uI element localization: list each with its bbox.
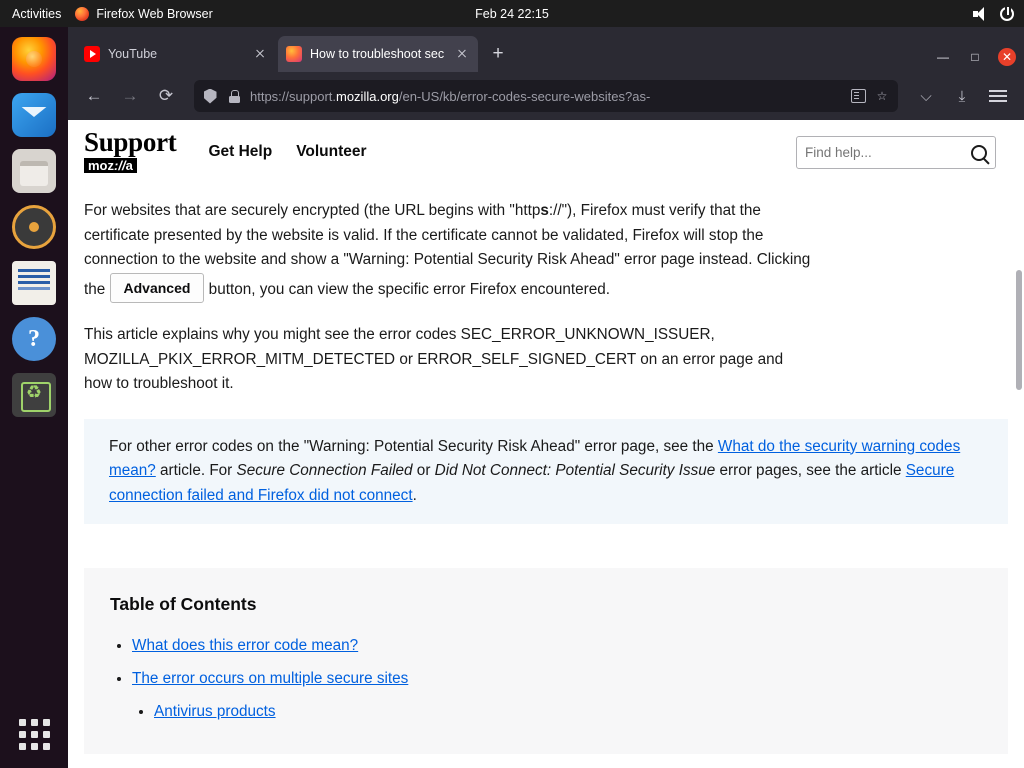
logo-mozilla-wordmark: moz://a <box>84 158 137 173</box>
reader-view-icon[interactable] <box>850 88 866 104</box>
advanced-button-ref: Advanced <box>110 273 205 304</box>
forward-button[interactable]: → <box>121 86 139 105</box>
tab-title: How to troubleshoot sec <box>310 47 445 61</box>
search-icon[interactable] <box>971 145 987 161</box>
callout-box <box>84 419 1008 525</box>
callout-text-3: or <box>412 462 435 479</box>
clock[interactable]: Feb 24 22:15 <box>475 6 549 21</box>
url-prefix: https://support. <box>250 88 336 104</box>
sumo-logo[interactable] <box>84 129 176 175</box>
callout-text-5: . <box>412 486 417 504</box>
navigation-toolbar <box>68 72 1024 120</box>
shield-icon[interactable] <box>202 88 218 104</box>
https-s: s <box>540 202 549 219</box>
intro-text-2: ://"), Firefox must verify that the certificate presented by the website is valid. If the certificate cannot be validated, Firefox will stop the connection to the website and show a "Warning: Potential Security Risk Ahead" error page instead. Clicking the <box>84 202 811 298</box>
back-button[interactable]: ← <box>85 86 103 105</box>
grid-dot <box>31 731 38 738</box>
dock-item-thunderbird[interactable] <box>12 93 56 137</box>
pocket-icon[interactable]: ⌵ <box>920 87 932 105</box>
new-tab-button[interactable]: + <box>492 43 504 64</box>
dock-item-files[interactable] <box>12 149 56 193</box>
link-secure-connection-failed[interactable]: Secure connection failed and Firefox did not connect <box>109 462 955 504</box>
grid-dot <box>43 719 50 726</box>
gnome-top-bar <box>0 0 1024 27</box>
firefox-icon <box>286 46 302 62</box>
downloads-icon[interactable]: ⤓ <box>958 87 966 105</box>
grid-dot <box>43 731 50 738</box>
grid-dot <box>43 743 50 750</box>
toc-link-what-does-this-error-code-mean[interactable]: What does this error code mean? <box>132 637 359 654</box>
minimize-button[interactable]: — <box>937 50 949 64</box>
site-nav <box>208 143 366 161</box>
intro-text-1: For websites that are securely encrypted (the URL begins with "http <box>84 202 541 219</box>
show-applications-button[interactable] <box>19 719 50 750</box>
toc-link-error-occurs-multiple-sites[interactable]: The error occurs on multiple secure sites <box>132 670 409 687</box>
lock-icon[interactable] <box>226 88 242 104</box>
search-box[interactable] <box>796 136 996 169</box>
youtube-icon <box>84 46 100 62</box>
dock-item-writer[interactable] <box>12 261 56 305</box>
tab-youtube[interactable] <box>76 36 276 72</box>
grid-dot <box>19 719 26 726</box>
grid-dot <box>31 743 38 750</box>
grid-dot <box>19 743 26 750</box>
dock-item-help[interactable]: ? <box>12 317 56 361</box>
table-of-contents <box>84 568 1008 754</box>
dock-item-firefox[interactable] <box>12 37 56 81</box>
menu-icon[interactable] <box>982 80 1014 112</box>
grid-dot <box>31 719 38 726</box>
nav-item-get-help[interactable]: Get Help <box>208 143 273 160</box>
reload-button[interactable]: ⟳ <box>158 86 174 105</box>
maximize-button[interactable]: □ <box>971 50 979 64</box>
grid-dot <box>19 731 26 738</box>
active-app-label: Firefox Web Browser <box>96 6 213 21</box>
dock <box>0 27 68 768</box>
explanation-paragraph: This article explains why you might see the error codes SEC_ERROR_UNKNOWN_ISSUER, MOZILLA_PKIX_ERROR_MITM_DETECTED or ERROR_SELF_SIGNED_CERT on an error page and how to troubleshoot it. <box>84 326 784 392</box>
callout-text-4: error pages, see the article <box>715 462 906 479</box>
url-text <box>250 89 842 104</box>
tab-bar <box>68 27 1024 72</box>
callout-em-1: Secure Connection Failed <box>236 462 413 479</box>
close-icon[interactable] <box>454 46 470 62</box>
callout-em-2: Did Not Connect: Potential Security Issue <box>434 462 716 479</box>
active-app-indicator[interactable] <box>75 7 212 21</box>
page-content <box>68 120 1024 768</box>
site-header <box>68 120 1024 185</box>
power-icon[interactable] <box>1000 7 1014 21</box>
bookmark-star-icon[interactable]: ☆ <box>876 89 888 103</box>
list-item <box>132 629 982 662</box>
address-bar[interactable] <box>194 80 898 112</box>
intro-text-3: button, you can view the specific error Firefox encountered. <box>204 280 611 298</box>
nav-item-volunteer[interactable]: Volunteer <box>296 143 367 160</box>
url-domain: mozilla.org <box>336 88 399 104</box>
toc-list <box>132 629 982 728</box>
logo-title: Support <box>84 127 177 157</box>
list-item <box>132 662 982 728</box>
url-path: /en-US/kb/error-codes-secure-websites?as- <box>398 88 651 104</box>
scrollbar-thumb[interactable] <box>1016 270 1022 390</box>
toc-sublist <box>154 695 982 728</box>
callout-text-1: For other error codes on the "Warning: Potential Security Risk Ahead" error page, see the <box>109 437 718 455</box>
list-item <box>154 695 982 728</box>
close-window-button[interactable]: ✕ <box>998 48 1016 66</box>
link-security-warning-codes[interactable]: What do the security warning codes mean? <box>109 437 961 479</box>
callout-text-2: article. For <box>155 462 237 479</box>
page-scrollbar[interactable] <box>1014 240 1024 768</box>
tab-title: YouTube <box>108 47 158 61</box>
dock-item-rhythmbox[interactable] <box>12 205 56 249</box>
callout-text <box>109 435 983 509</box>
search-input[interactable] <box>805 145 965 160</box>
system-tray[interactable] <box>972 6 1014 22</box>
close-icon[interactable] <box>252 46 268 62</box>
intro-paragraph <box>84 199 814 303</box>
article-body <box>68 185 1024 754</box>
activities-button[interactable]: Activities <box>12 6 62 21</box>
toc-link-antivirus-products[interactable]: Antivirus products <box>154 703 276 720</box>
tab-support-article[interactable] <box>278 36 478 72</box>
toc-heading: Table of Contents <box>110 594 257 614</box>
window-controls <box>934 48 1016 66</box>
volume-icon[interactable] <box>972 6 988 22</box>
firefox-icon <box>75 7 89 21</box>
dock-item-trash[interactable] <box>12 373 56 417</box>
